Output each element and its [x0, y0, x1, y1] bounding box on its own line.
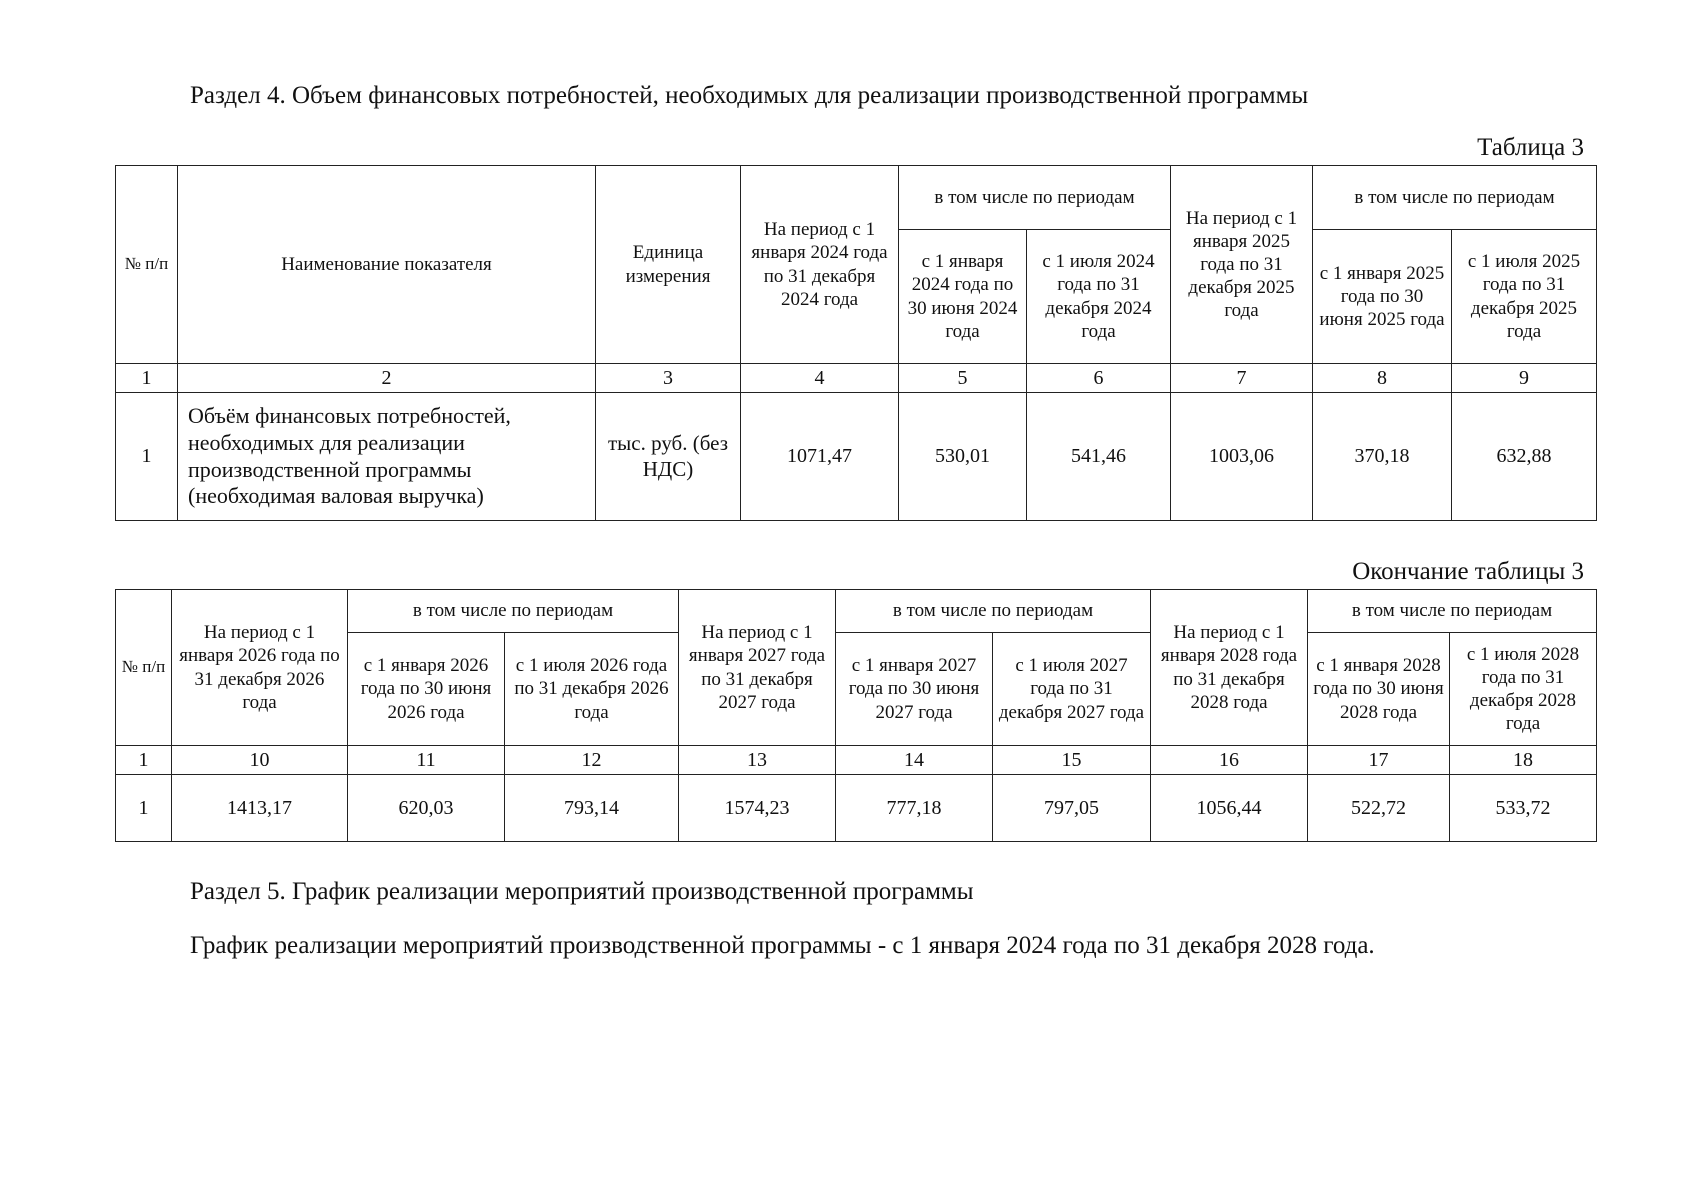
header-h2-2027: с 1 июля 2027 года по 31 декабря 2027 года: [993, 633, 1151, 746]
table-row: [116, 775, 1597, 842]
header-including-periods-2025: в том числе по периодам: [1313, 166, 1597, 230]
value-h1-2024: 530,01: [899, 393, 1027, 521]
col-number: 1: [116, 364, 178, 393]
header-including-periods-2028: в том числе по периодам: [1308, 590, 1597, 633]
col-number: 10: [172, 746, 348, 775]
table-row: [116, 393, 1597, 521]
col-number: 8: [1313, 364, 1452, 393]
col-number: 14: [836, 746, 993, 775]
col-number: 16: [1151, 746, 1308, 775]
row-indicator-name: Объём финансовых потребностей, необходимых для реализации производственной программы (необходимая валовая выручка): [178, 393, 596, 521]
row-num: 1: [116, 393, 178, 521]
col-number: 12: [505, 746, 679, 775]
col-number: 11: [348, 746, 505, 775]
header-including-periods-2024: в том числе по периодам: [899, 166, 1171, 230]
col-number: 7: [1171, 364, 1313, 393]
value-period-2025: 1003,06: [1171, 393, 1313, 521]
financial-needs-table: [115, 165, 1597, 521]
value-h1-2026: 620,03: [348, 775, 505, 842]
section-4-title: Раздел 4. Объем финансовых потребностей, необходимых для реализации производственной программы: [190, 82, 1309, 109]
header-h1-2025: с 1 января 2025 года по 30 июня 2025 года: [1313, 230, 1452, 364]
header-period-2027: На период с 1 января 2027 года по 31 декабря 2027 года: [679, 590, 836, 746]
header-h2-2025: с 1 июля 2025 года по 31 декабря 2025 года: [1452, 230, 1597, 364]
header-h1-2028: с 1 января 2028 года по 30 июня 2028 года: [1308, 633, 1450, 746]
header-period-2026: На период с 1 января 2026 года по 31 декабря 2026 года: [172, 590, 348, 746]
value-period-2028: 1056,44: [1151, 775, 1308, 842]
value-h1-2027: 777,18: [836, 775, 993, 842]
header-num: № п/п: [116, 166, 178, 364]
header-period-2024: На период с 1 января 2024 года по 31 декабря 2024 года: [741, 166, 899, 364]
table-3-continuation-caption: Окончание таблицы 3: [1352, 558, 1584, 585]
header-num: № п/п: [116, 590, 172, 746]
header-including-periods-2027: в том числе по периодам: [836, 590, 1151, 633]
header-h1-2027: с 1 января 2027 года по 30 июня 2027 года: [836, 633, 993, 746]
col-number: 5: [899, 364, 1027, 393]
col-number: 6: [1027, 364, 1171, 393]
col-number: 3: [596, 364, 741, 393]
header-h2-2024: с 1 июля 2024 года по 31 декабря 2024 года: [1027, 230, 1171, 364]
value-h2-2027: 797,05: [993, 775, 1151, 842]
section-5-title: Раздел 5. График реализации мероприятий производственной программы: [190, 878, 974, 905]
col-number: 1: [116, 746, 172, 775]
col-number: 15: [993, 746, 1151, 775]
header-including-periods-2026: в том числе по периодам: [348, 590, 679, 633]
col-number: 4: [741, 364, 899, 393]
header-h1-2026: с 1 января 2026 года по 30 июня 2026 года: [348, 633, 505, 746]
header-indicator-name: Наименование показателя: [178, 166, 596, 364]
col-number: 17: [1308, 746, 1450, 775]
financial-needs-table-continuation: [115, 589, 1597, 842]
value-period-2024: 1071,47: [741, 393, 899, 521]
row-unit: тыс. руб. (без НДС): [596, 393, 741, 521]
value-h2-2024: 541,46: [1027, 393, 1171, 521]
col-number: 18: [1450, 746, 1597, 775]
value-h1-2025: 370,18: [1313, 393, 1452, 521]
value-period-2026: 1413,17: [172, 775, 348, 842]
table-3-caption: Таблица 3: [1477, 134, 1584, 161]
header-unit: Единица измерения: [596, 166, 741, 364]
header-period-2025: На период с 1 января 2025 года по 31 декабря 2025 года: [1171, 166, 1313, 364]
header-h2-2028: с 1 июля 2028 года по 31 декабря 2028 года: [1450, 633, 1597, 746]
row-num: 1: [116, 775, 172, 842]
col-number: 2: [178, 364, 596, 393]
header-period-2028: На период с 1 января 2028 года по 31 декабря 2028 года: [1151, 590, 1308, 746]
value-h2-2028: 533,72: [1450, 775, 1597, 842]
value-period-2027: 1574,23: [679, 775, 836, 842]
schedule-text: График реализации мероприятий производственной программы - с 1 января 2024 года по 31 декабря 2028 года.: [190, 932, 1375, 959]
col-number: 9: [1452, 364, 1597, 393]
header-h1-2024: с 1 января 2024 года по 30 июня 2024 года: [899, 230, 1027, 364]
value-h1-2028: 522,72: [1308, 775, 1450, 842]
value-h2-2026: 793,14: [505, 775, 679, 842]
col-number: 13: [679, 746, 836, 775]
header-h2-2026: с 1 июля 2026 года по 31 декабря 2026 года: [505, 633, 679, 746]
value-h2-2025: 632,88: [1452, 393, 1597, 521]
